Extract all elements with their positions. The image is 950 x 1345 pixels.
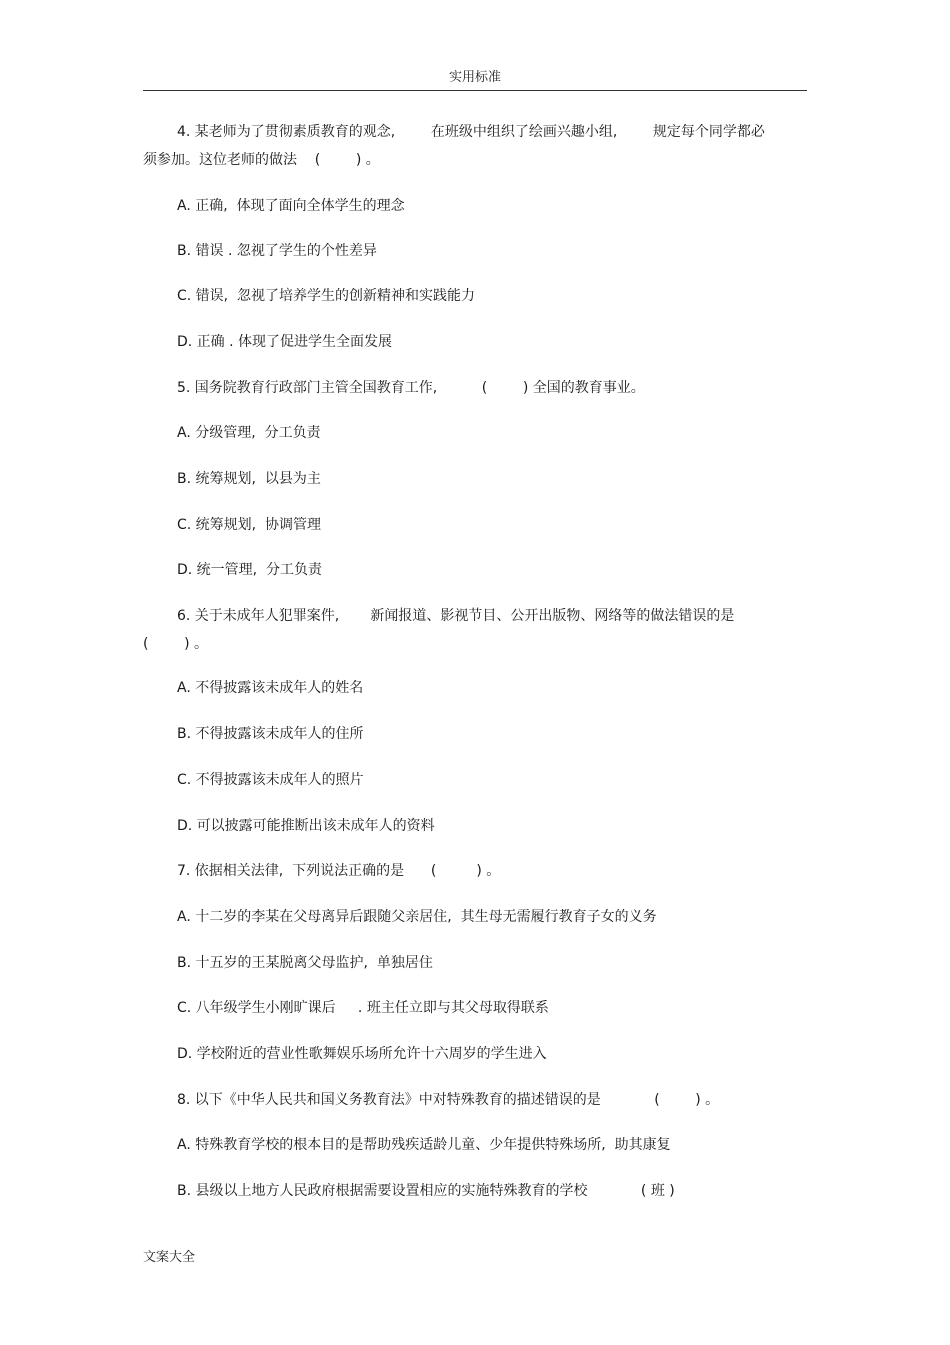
q5-option-d: D. 统一管理, 分工负责 <box>177 562 323 578</box>
q4-option-d: D. 正确 . 体现了促进学生全面发展 <box>177 334 393 350</box>
q4-stem-line2: 须参加。这位老师的做法 ( ) 。 <box>143 152 380 168</box>
q5-option-b: B. 统筹规划, 以县为主 <box>177 471 321 487</box>
q8-option-b: B. 县级以上地方人民政府根据需要设置相应的实施特殊教育的学校 ( 班 ) <box>177 1183 675 1199</box>
q7-option-d: D. 学校附近的营业性歌舞娱乐场所允许十六周岁的学生进入 <box>177 1046 547 1062</box>
q7-option-b: B. 十五岁的王某脱离父母监护, 单独居住 <box>177 955 433 971</box>
q6-option-d: D. 可以披露可能推断出该未成年人的资料 <box>177 818 435 834</box>
q4-option-c: C. 错误, 忽视了培养学生的创新精神和实践能力 <box>177 288 476 304</box>
q6-option-a: A. 不得披露该未成年人的姓名 <box>177 680 364 696</box>
q6-stem-line1: 6. 关于未成年人犯罪案件, 新闻报道、影视节目、公开出版物、网络等的做法错误的是 <box>177 608 735 624</box>
q6-option-b: B. 不得披露该未成年人的住所 <box>177 726 364 742</box>
q4-option-a: A. 正确, 体现了面向全体学生的理念 <box>177 198 405 214</box>
q8-stem: 8. 以下《中华人民共和国义务教育法》中对特殊教育的描述错误的是 ( ) 。 <box>177 1092 720 1108</box>
header-rule <box>143 90 807 91</box>
q7-option-a: A. 十二岁的李某在父母离异后跟随父亲居住, 其生母无需履行教育子女的义务 <box>177 909 657 925</box>
q4-option-b: B. 错误 . 忽视了学生的个性差异 <box>177 243 377 259</box>
q4-stem-line1: 4. 某老师为了贯彻素质教育的观念, 在班级中组织了绘画兴趣小组, 规定每个同学都必 <box>177 124 765 140</box>
running-header: 实用标准 <box>448 70 501 85</box>
q5-option-a: A. 分级管理, 分工负责 <box>177 425 321 441</box>
running-footer: 文案大全 <box>143 1250 196 1265</box>
q7-stem: 7. 依据相关法律, 下列说法正确的是 ( ) 。 <box>177 863 501 879</box>
q5-stem: 5. 国务院教育行政部门主管全国教育工作, ( ) 全国的教育事业。 <box>177 380 645 396</box>
q8-option-a: A. 特殊教育学校的根本目的是帮助残疾适龄儿童、少年提供特殊场所, 助其康复 <box>177 1137 671 1153</box>
q5-option-c: C. 统筹规划, 协调管理 <box>177 517 322 533</box>
q7-option-c: C. 八年级学生小刚旷课后 . 班主任立即与其父母取得联系 <box>177 1000 549 1016</box>
q6-stem-line2: ( ) 。 <box>143 636 208 652</box>
q6-option-c: C. 不得披露该未成年人的照片 <box>177 772 364 788</box>
